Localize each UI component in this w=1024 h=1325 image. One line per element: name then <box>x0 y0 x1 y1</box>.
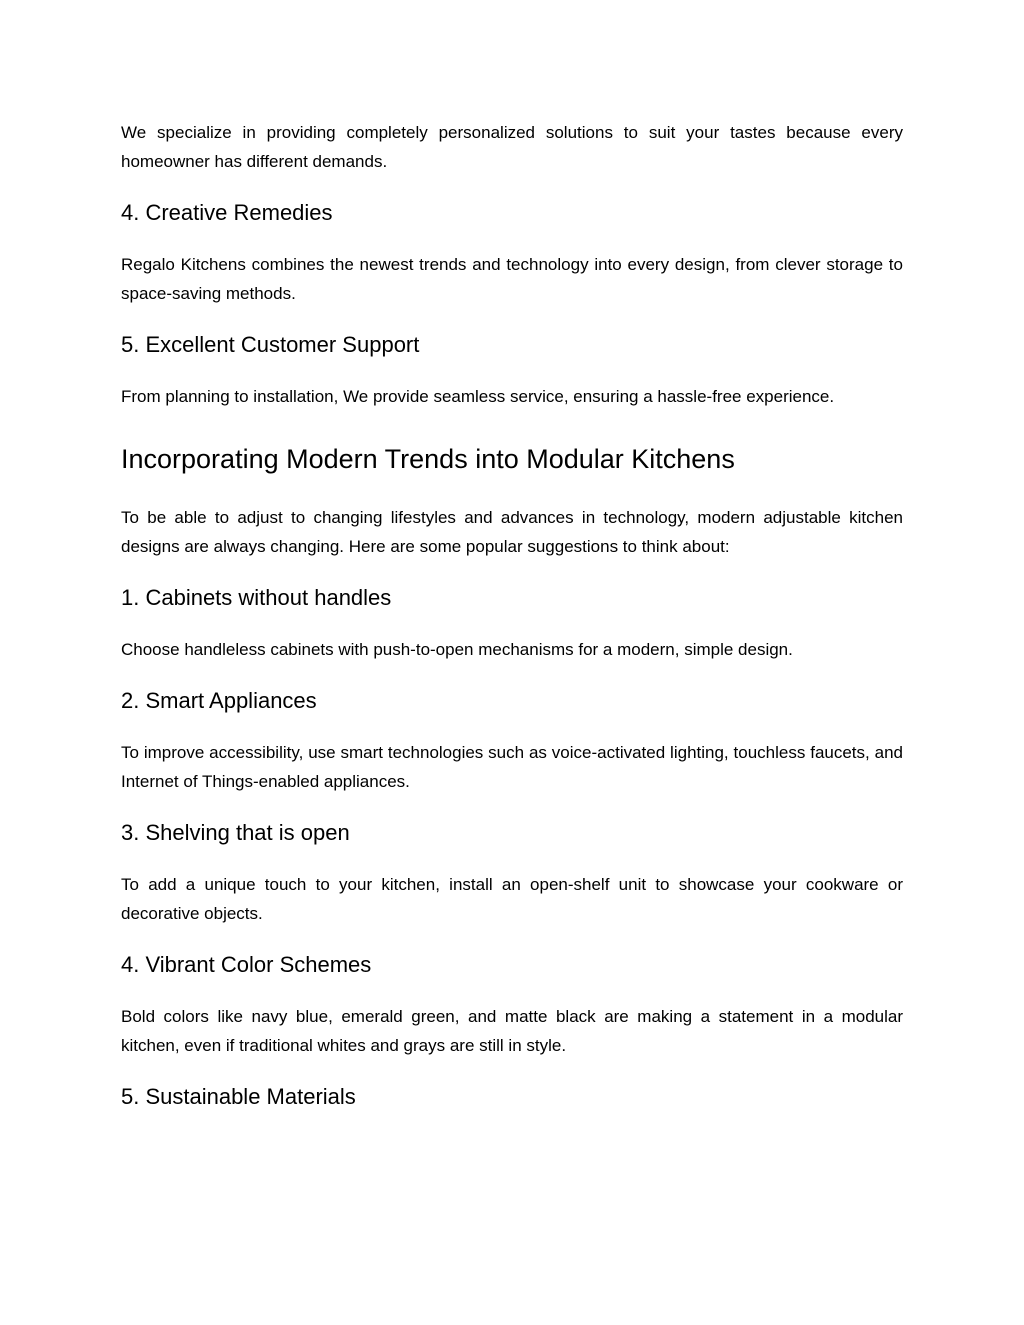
paragraph-personalized-solutions: We specialize in providing completely personalized solutions to suit your tastes because every homeowner has different demands. <box>121 123 903 171</box>
heading-modern-trends: Incorporating Modern Trends into Modular Kitchens <box>121 444 735 474</box>
heading-smart-appliances: 2. Smart Appliances <box>121 688 317 713</box>
paragraph-smart-appliances: To improve accessibility, use smart technologies such as voice-activated lighting, touchless faucets, and Internet of Things-enabled appliances. <box>121 743 903 791</box>
heading-sustainable-materials: 5. Sustainable Materials <box>121 1084 356 1109</box>
paragraph-vibrant-color-schemes: Bold colors like navy blue, emerald green, and matte black are making a statement in a modular kitchen, even if traditional whites and grays are still in style. <box>121 1007 903 1055</box>
paragraph-creative-remedies: Regalo Kitchens combines the newest trends and technology into every design, from clever storage to space-saving methods. <box>121 255 903 303</box>
heading-open-shelving: 3. Shelving that is open <box>121 820 350 845</box>
heading-vibrant-color-schemes: 4. Vibrant Color Schemes <box>121 952 372 977</box>
paragraph-open-shelving: To add a unique touch to your kitchen, install an open-shelf unit to showcase your cookware or decorative objects. <box>121 875 903 923</box>
paragraph-cabinets-without-handles: Choose handleless cabinets with push-to-open mechanisms for a modern, simple design. <box>121 640 793 659</box>
paragraph-modern-trends-intro: To be able to adjust to changing lifestyles and advances in technology, modern adjustable kitchen designs are always changing. Here are some popular suggestions to think about: <box>121 508 903 556</box>
heading-cabinets-without-handles: 1. Cabinets without handles <box>121 585 392 610</box>
heading-customer-support: 5. Excellent Customer Support <box>121 332 420 357</box>
document-page <box>121 118 903 1111</box>
heading-creative-remedies: 4. Creative Remedies <box>121 200 333 225</box>
paragraph-customer-support: From planning to installation, We provide seamless service, ensuring a hassle-free experience. <box>121 387 835 406</box>
